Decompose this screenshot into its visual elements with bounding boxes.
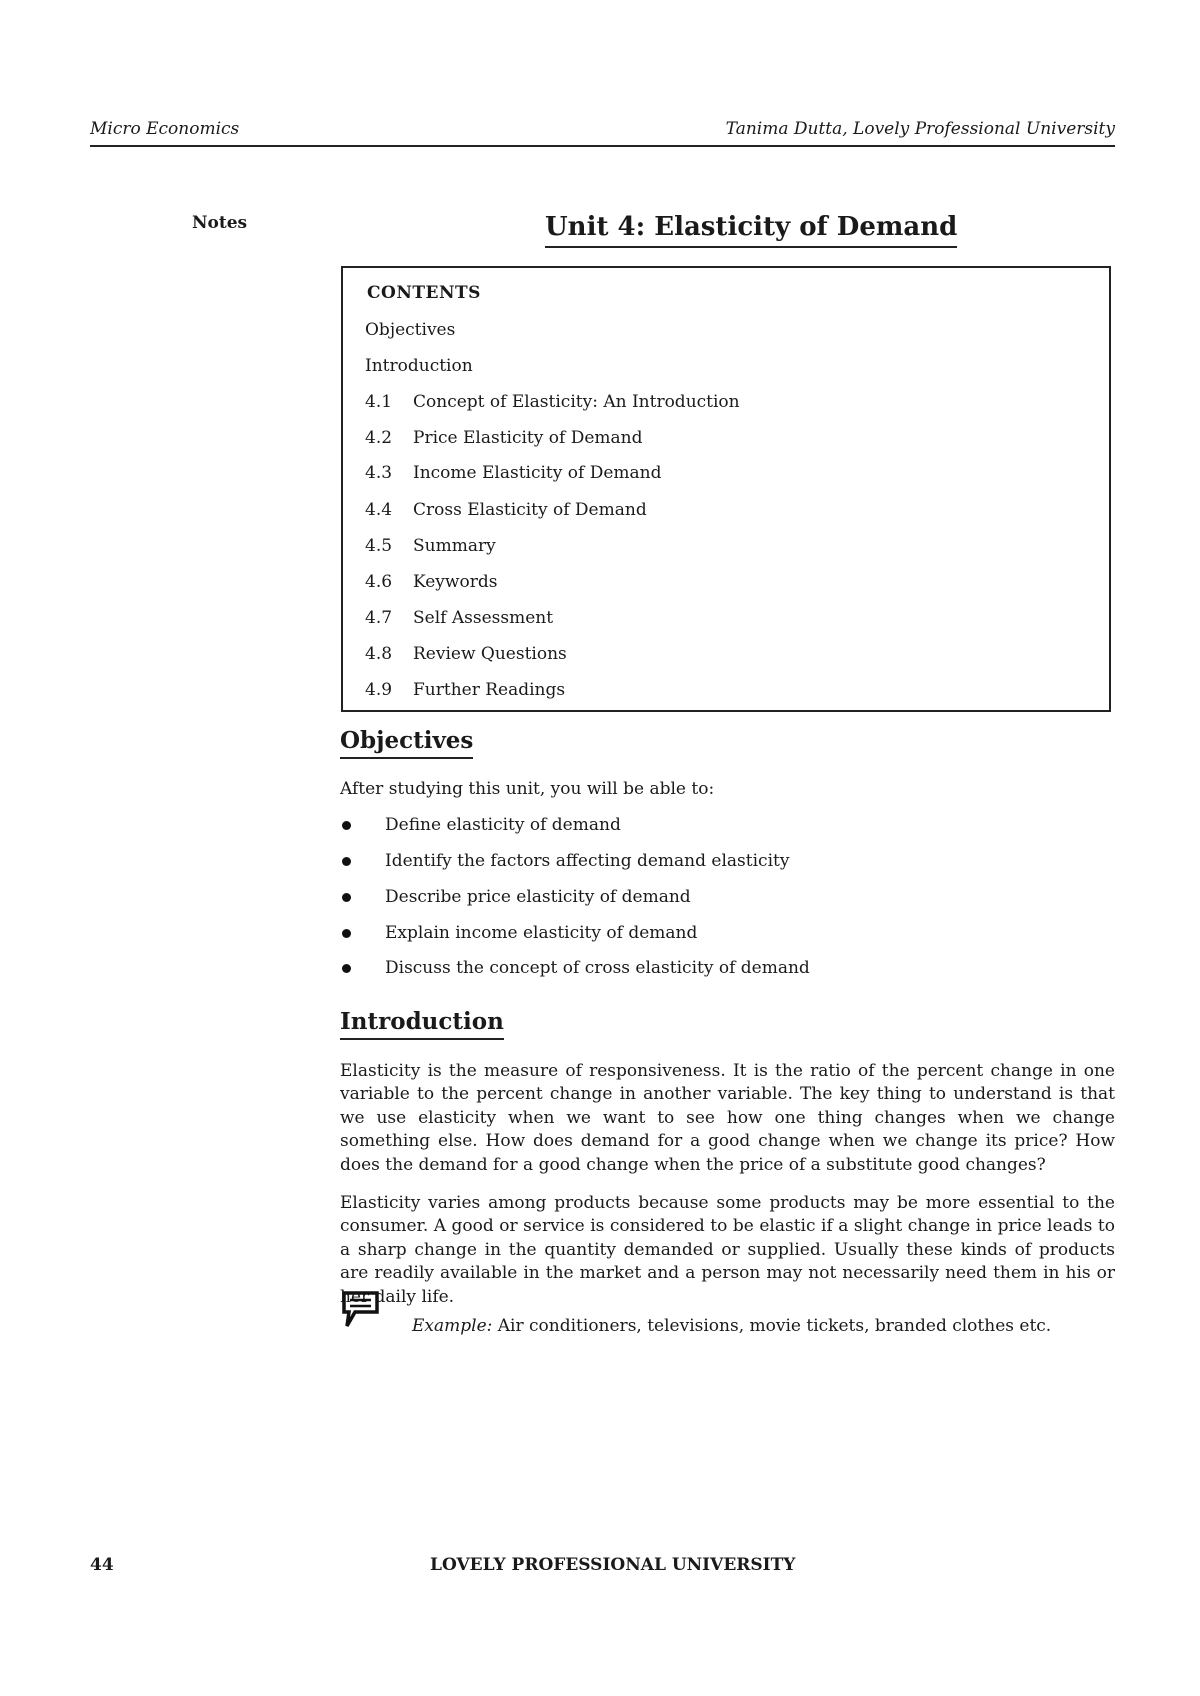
header-author: Tanima Dutta, Lovely Professional University (725, 119, 1115, 139)
example-label: Example: (412, 1316, 493, 1336)
toc-item-label: Price Elasticity of Demand (413, 428, 643, 448)
toc-item-number: 4.1 (365, 392, 393, 412)
toc-item-label: Income Elasticity of Demand (413, 463, 662, 483)
toc-item-number: 4.7 (365, 608, 393, 628)
toc-item-label: Concept of Elasticity: An Introduction (413, 392, 740, 412)
toc-item-label: Introduction (365, 356, 473, 376)
footer-university: LOVELY PROFESSIONAL UNIVERSITY (430, 1555, 796, 1575)
objective-text: Describe price elasticity of demand (385, 887, 691, 907)
toc-item-label: Summary (413, 536, 496, 556)
contents-box (341, 266, 1111, 712)
objective-item (340, 815, 621, 835)
introduction-paragraph-1: Elasticity is the measure of responsiveness. It is the ratio of the percent change in one variable to the percent change in another variable. The key thing to understand is that we use elasticity when we want to see how one thing changes when we change something else. How does demand for a good change when we change its price? How does the demand for a good change when the price of a substitute good changes? (340, 1061, 1115, 1175)
toc-item-label: Objectives (365, 320, 456, 340)
margin-notes-label: Notes (192, 213, 248, 233)
toc-item-number: 4.4 (365, 500, 393, 520)
toc-item-label: Self Assessment (413, 608, 554, 628)
toc-item (365, 536, 496, 556)
toc-item-number: 4.9 (365, 680, 393, 700)
bullet-icon (342, 964, 351, 973)
toc-item (365, 680, 565, 700)
toc-item-number: 4.5 (365, 536, 393, 556)
introduction-paragraph-2: Elasticity varies among products because some products may be more essential to the consumer. A good or service is considered to be elastic if a slight change in price leads to a sharp change in the quantity demanded or supplied. Usually these kinds of products are readily available in the market and a person may not necessarily need them in his or her daily life. (340, 1193, 1115, 1307)
bullet-icon (342, 821, 351, 830)
toc-item (365, 500, 647, 520)
toc-item-label: Cross Elasticity of Demand (413, 500, 647, 520)
running-header (90, 115, 1115, 147)
speech-bubble-note-icon (341, 1290, 381, 1332)
bullet-icon (342, 893, 351, 902)
objectives-heading: Objectives (340, 727, 473, 759)
unit-title: Unit 4: Elasticity of Demand (545, 212, 957, 248)
toc-item (365, 644, 567, 664)
toc-item-number: 4.2 (365, 428, 393, 448)
objective-item (340, 923, 697, 943)
objective-text: Explain income elasticity of demand (385, 923, 698, 943)
toc-item (365, 463, 661, 483)
header-book-title: Micro Economics (90, 119, 240, 139)
toc-item-label: Review Questions (413, 644, 567, 664)
objective-item (340, 887, 691, 907)
objectives-lead: After studying this unit, you will be able to: (340, 779, 715, 799)
objective-text: Define elasticity of demand (385, 815, 621, 835)
toc-item (365, 572, 497, 592)
toc-item-label: Keywords (413, 572, 498, 592)
example-text: Air conditioners, televisions, movie tickets, branded clothes etc. (497, 1316, 1052, 1336)
bullet-icon (342, 857, 351, 866)
example-line (412, 1316, 1051, 1336)
toc-item-number: 4.8 (365, 644, 393, 664)
page-number: 44 (90, 1555, 114, 1575)
toc-item (365, 392, 740, 412)
objective-item (340, 958, 810, 978)
toc-item-number: 4.3 (365, 463, 393, 483)
contents-heading: CONTENTS (367, 283, 481, 303)
objective-text: Identify the factors affecting demand elasticity (385, 851, 790, 871)
toc-item (365, 428, 642, 448)
toc-item (365, 356, 473, 376)
bullet-icon (342, 929, 351, 938)
toc-item-number: 4.6 (365, 572, 393, 592)
objective-text: Discuss the concept of cross elasticity of demand (385, 958, 810, 978)
introduction-heading: Introduction (340, 1008, 504, 1040)
toc-item (365, 608, 553, 628)
toc-item (365, 320, 455, 340)
toc-item-label: Further Readings (413, 680, 566, 700)
objective-item (340, 851, 789, 871)
